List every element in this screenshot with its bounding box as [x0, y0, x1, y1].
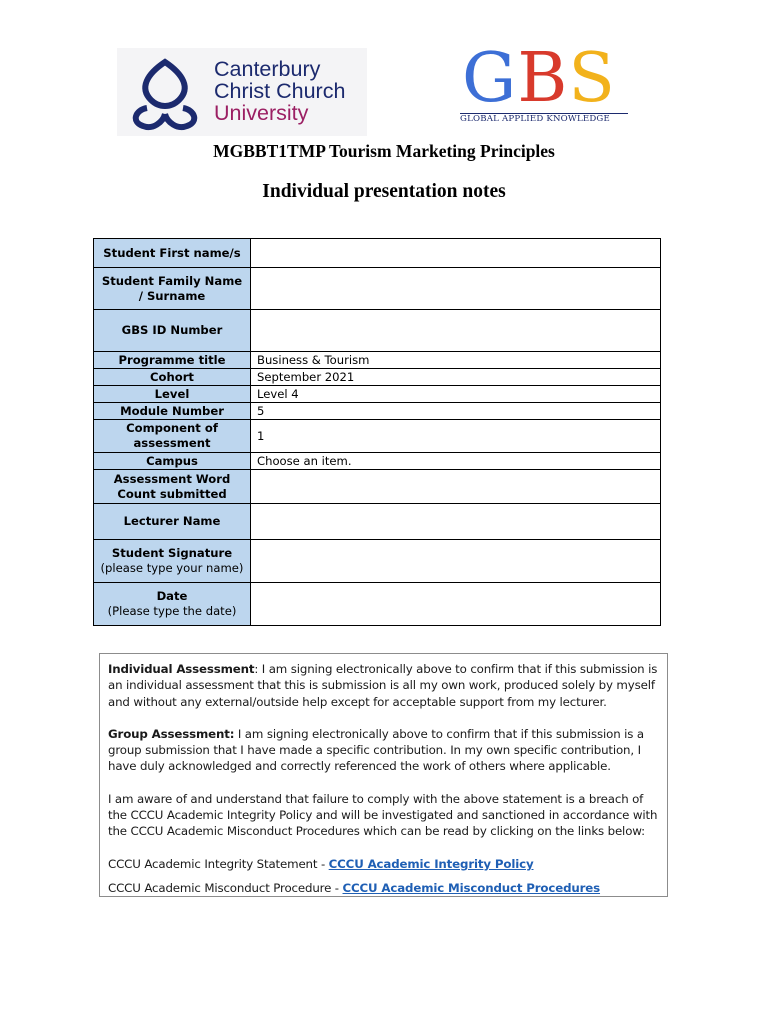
table-row	[94, 420, 661, 453]
date-hint: (Please type the date)	[107, 604, 237, 618]
table-row	[94, 239, 661, 268]
family-name-field[interactable]	[251, 268, 661, 310]
gbs-tagline: GLOBAL APPLIED KNOWLEDGE	[460, 113, 628, 124]
date-label: Date	[156, 589, 188, 603]
awareness-paragraph: I am aware of and understand that failure to comply with the above statement is a breach of the CCCU Academic Integrity Policy and will be investigated and sanctioned in accordance with the CCCU Academic Misconduct Procedures which can be read by clicking on the links below:	[108, 791, 658, 839]
gbs-letter-g: G	[462, 39, 518, 118]
first-name-field[interactable]	[251, 239, 661, 268]
label-component: Component of assessment	[94, 420, 251, 453]
document-title: Individual presentation notes	[262, 181, 506, 202]
table-row	[94, 310, 661, 352]
label-word-count: Assessment Word Count submitted	[94, 470, 251, 504]
label-level: Level	[94, 386, 251, 403]
word-count-field[interactable]	[251, 470, 661, 504]
label-cohort: Cohort	[94, 369, 251, 386]
cccu-wordmark	[214, 58, 345, 124]
student-info-table	[93, 238, 661, 626]
module-number-value[interactable]: 5	[251, 403, 661, 420]
gbs-letter-s: S	[568, 39, 616, 118]
label-family-name: Student Family Name / Surname	[94, 268, 251, 310]
table-row	[94, 504, 661, 540]
table-row	[94, 352, 661, 369]
table-row	[94, 403, 661, 420]
label-programme-title: Programme title	[94, 352, 251, 369]
label-date	[94, 583, 251, 626]
student-signature-field[interactable]	[251, 540, 661, 583]
misconduct-procedures-link[interactable]: CCCU Academic Misconduct Procedures	[342, 880, 601, 895]
label-student-signature	[94, 540, 251, 583]
label-module-number: Module Number	[94, 403, 251, 420]
misconduct-line	[108, 880, 659, 896]
student-signature-hint: (please type your name)	[100, 561, 244, 575]
group-assessment-heading: Group Assessment:	[108, 726, 235, 741]
individual-assessment-paragraph	[108, 661, 659, 710]
cccu-line-3: University	[214, 101, 309, 125]
group-assessment-text: I am signing electronically above to confirm that if this submission is a group submission that I have made a specific contribution. In my own specific contribution, I have duly acknowledged and correctly referenced the work of others where applicable.	[108, 726, 644, 774]
integrity-policy-link[interactable]: CCCU Academic Integrity Policy	[328, 856, 534, 871]
gbs-logo	[462, 40, 616, 118]
cohort-value[interactable]: September 2021	[251, 369, 661, 386]
table-row	[94, 583, 661, 626]
label-gbs-id: GBS ID Number	[94, 310, 251, 352]
programme-title-value[interactable]: Business & Tourism	[251, 352, 661, 369]
table-row	[94, 268, 661, 310]
label-campus: Campus	[94, 453, 251, 470]
component-value[interactable]: 1	[251, 420, 661, 453]
campus-select[interactable]: Choose an item.	[251, 453, 661, 470]
gbs-id-field[interactable]	[251, 310, 661, 352]
student-signature-label: Student Signature	[111, 546, 233, 560]
group-assessment-paragraph	[108, 726, 659, 775]
misconduct-prefix: CCCU Academic Misconduct Procedure -	[108, 880, 343, 895]
individual-assessment-text: : I am signing electronically above to confirm that if this submission is an individual assessment that this is submission is all my own work, produced solely by myself and without any external/outside help except for acceptable support from my lecturer.	[108, 662, 658, 709]
table-row	[94, 540, 661, 583]
declaration-box	[99, 653, 668, 897]
cccu-line-1: Canterbury	[214, 57, 321, 81]
table-row	[94, 453, 661, 470]
lecturer-name-field[interactable]	[251, 504, 661, 540]
table-row	[94, 386, 661, 403]
gbs-letter-b: B	[517, 39, 569, 118]
label-first-name: Student First name/s	[94, 239, 251, 268]
table-row	[94, 470, 661, 504]
date-field[interactable]	[251, 583, 661, 626]
integrity-line	[108, 856, 659, 872]
label-lecturer-name: Lecturer Name	[94, 504, 251, 540]
integrity-prefix: CCCU Academic Integrity Statement -	[108, 856, 329, 871]
individual-assessment-heading: Individual Assessment	[108, 662, 255, 676]
table-row	[94, 369, 661, 386]
cccu-line-2: Christ Church	[214, 79, 346, 103]
level-value[interactable]: Level 4	[251, 386, 661, 403]
module-title: MGBBT1TMP Tourism Marketing Principles	[213, 141, 555, 161]
